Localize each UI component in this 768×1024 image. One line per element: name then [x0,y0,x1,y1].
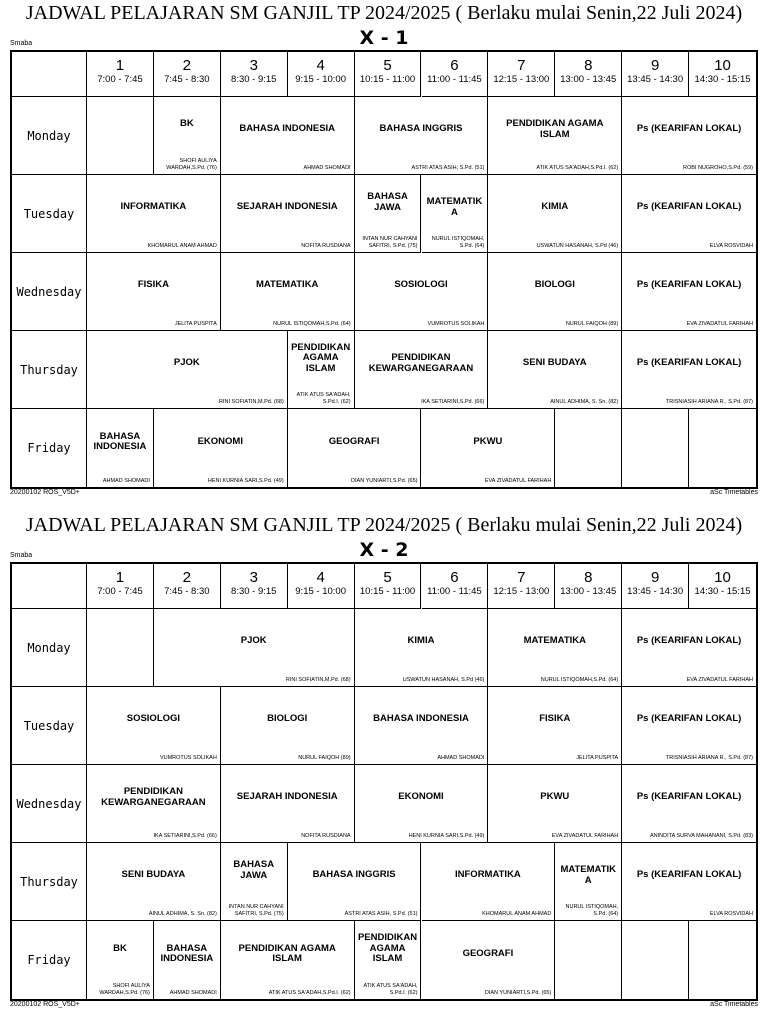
period-number: 4 [316,569,325,586]
lesson-subject: PKWU [540,791,570,803]
lesson-subject: PKWU [473,435,503,447]
period-time: 13:00 - 13:45 [560,586,617,597]
lesson-teacher: AINUL ADHIMA, S. Sn. (82) [148,910,217,917]
lesson-teacher: ATIK ATUS SA'ADAH,S.Pd.I. (62) [268,989,351,996]
period-time: 14:30 - 15:15 [694,586,751,597]
lesson-cell [221,687,355,765]
lesson-cell [87,175,221,253]
period-time: 10:15 - 11:00 [359,74,416,85]
period-header [87,52,154,97]
timetable-grid [10,50,758,489]
lesson-subject: SENI BUDAYA [121,869,186,881]
lesson-subject: MATEMATIK A [426,196,483,218]
lesson-teacher: EVA ZIVADATUL FARIHAH [686,320,753,327]
lesson-cell [221,765,355,843]
timetable-grid [10,562,758,1001]
lesson-teacher: JELITA PUSPITA [576,754,619,761]
lesson-cell [87,609,154,687]
lesson-teacher: USWATUN HASANAH, S.Pd (46) [402,676,485,683]
lesson-subject: SOSIOLOGI [126,713,181,725]
lesson-cell [622,253,756,331]
lesson-subject: Ps (KEARIFAN LOKAL) [636,279,742,291]
period-number: 10 [714,569,731,586]
lesson-subject: BAHASA INDONESIA [373,713,469,725]
lesson-cell [488,609,622,687]
lesson-cell [221,97,355,175]
lesson-teacher: AHMAD SHOMADI [303,164,351,171]
lesson-subject: BIOLOGI [534,279,575,291]
class-name: X - 1 [359,27,409,49]
period-time: 7:45 - 8:30 [164,74,210,85]
lesson-cell [87,921,154,999]
period-number: 5 [383,569,392,586]
lesson-teacher: NURUL ISTIQOMAH, S.Pd. (64) [431,236,485,249]
period-time: 11:00 - 11:45 [427,74,482,85]
period-number: 2 [182,57,191,74]
lesson-subject: INFORMATIKA [455,869,521,881]
lesson-subject: Ps (KEARIFAN LOKAL) [636,357,742,369]
lesson-teacher: ASTRI ATAS ASIH, S.Pd. (51) [411,164,485,171]
lesson-cell [422,175,489,253]
period-time: 9:15 - 10:00 [295,74,346,85]
lesson-cell [622,921,689,999]
lesson-cell [87,687,221,765]
lesson-cell [87,409,154,487]
lesson-teacher: NURUL ISTIQOMAH,S.Pd. (64) [540,676,619,683]
footer-left: 20200102 ROS_V5D+ [10,1001,80,1008]
school-name: Smaba [10,552,33,559]
lesson-cell [87,253,221,331]
lesson-subject: Ps (KEARIFAN LOKAL) [636,201,742,213]
lesson-cell [622,843,756,921]
period-header [422,52,489,97]
period-number: 6 [450,569,459,586]
lesson-subject: FISIKA [539,713,571,725]
lesson-cell [555,409,622,487]
lesson-subject: SEJARAH INDONESIA [236,791,338,803]
lesson-cell [422,921,556,999]
lesson-cell [355,609,489,687]
lesson-cell [221,175,355,253]
lesson-cell [288,409,422,487]
lesson-teacher: KHOMARUL ANAM AHMAD [147,242,217,249]
lesson-subject: BAHASA JAWA [233,859,275,881]
period-time: 13:45 - 14:30 [627,586,684,597]
day-label: Monday [12,609,87,687]
day-label: Thursday [12,331,87,409]
lesson-teacher: INTAN NUR CAHYANI SAFITRI, S.Pd. (75) [362,236,418,249]
lesson-subject: PENDIDIKAN KEWARGANEGARAAN [368,352,474,374]
lesson-subject: BK [113,942,127,954]
period-header [221,564,288,609]
lesson-subject: KIMIA [541,201,569,213]
lesson-teacher: AHMAD SHOMADI [169,989,217,996]
day-label: Wednesday [12,253,87,331]
lesson-teacher: HENI KURNIA SARI,S.Pd. (49) [408,832,485,839]
lesson-teacher: ELVA ROSVIDAH [709,910,753,917]
lesson-teacher: NOFITA RUSDIANA [301,242,351,249]
lesson-cell [488,97,622,175]
lesson-subject: BAHASA INDONESIA [93,430,147,452]
period-header [154,52,221,97]
lesson-teacher: JELITA PUSPITA [174,320,217,327]
period-header [154,564,221,609]
lesson-teacher: SHOFI AULIYA WARDAH,S.Pd. (76) [99,983,150,996]
period-time: 11:00 - 11:45 [427,586,482,597]
lesson-cell [488,253,622,331]
lesson-teacher: HENI KURNIA SARI,S.Pd. (49) [207,477,284,484]
period-header [555,52,622,97]
lesson-cell [154,97,221,175]
lesson-subject: BIOLOGI [267,713,308,725]
lesson-teacher: EVA ZIVADATUL FARIHAH [686,676,753,683]
period-number: 1 [115,57,125,74]
period-number: 10 [714,57,731,74]
period-time: 7:00 - 7:45 [97,586,143,597]
lesson-subject: SOSIOLOGI [394,279,448,291]
lesson-teacher: ATIK ATUS SA'ADAH,S.Pd.I. (62) [536,164,619,171]
lesson-teacher: ANINDITA SURVA MAHANANI, S.Pd. (83) [649,832,753,839]
lesson-cell [689,921,756,999]
lesson-cell [488,175,622,253]
lesson-teacher: RINI SOFIATIN,M.Pd. (68) [219,398,284,405]
lesson-cell [355,253,489,331]
lesson-subject: EKONOMI [398,791,444,803]
lesson-cell [87,97,154,175]
lesson-cell [87,765,221,843]
period-number: 8 [584,569,593,586]
period-time: 7:45 - 8:30 [164,586,210,597]
footer-left: 20200102 ROS_V5D+ [10,489,80,496]
lesson-teacher: NURUL ISTIQOMAH,S.Pd. (64) [273,320,351,327]
lesson-teacher: AHMAD SHOMADI [437,754,485,761]
lesson-subject: BAHASA INDONESIA [160,942,214,964]
lesson-cell [622,331,756,409]
period-number: 7 [517,57,526,74]
lesson-cell [555,921,622,999]
period-header [288,564,355,609]
page-title: JADWAL PELAJARAN SM GANJIL TP 2024/2025 ( Berlaku mulai Senin,22 Juli 2024) [25,2,743,24]
lesson-teacher: ATIK ATUS SA'ADAH, S.Pd.I. (62) [296,392,351,405]
period-header [689,564,756,609]
lesson-teacher: TRISNIASIH ARIANA R., S.Pd. (87) [665,754,753,761]
period-number: 3 [249,569,258,586]
lesson-subject: GEOGRAFI [328,435,380,447]
lesson-subject: KIMIA [407,635,435,647]
period-time: 12:15 - 13:00 [493,74,550,85]
period-time: 8:30 - 9:15 [231,74,277,85]
lesson-teacher: DIAN YUNIARTI,S.Pd. (65) [351,477,418,484]
period-time: 7:00 - 7:45 [97,74,143,85]
lesson-subject: PENDIDIKAN AGAMA ISLAM [291,341,351,374]
lesson-cell [622,175,756,253]
lesson-cell [221,253,355,331]
lesson-teacher: IKA SETIARINI,S.Pd. (66) [153,832,217,839]
lesson-teacher: KHOMARUL ANAM AHMAD [482,910,552,917]
lesson-cell [221,921,355,999]
period-header [622,564,689,609]
period-number: 2 [182,569,191,586]
period-header [355,52,422,97]
period-number: 7 [517,569,526,586]
period-time: 14:30 - 15:15 [694,74,751,85]
lesson-cell [355,175,422,253]
school-name: Smaba [10,40,33,47]
lesson-cell [622,687,756,765]
lesson-cell [622,609,756,687]
period-number: 3 [249,57,258,74]
period-time: 13:00 - 13:45 [560,74,617,85]
day-label: Monday [12,97,87,175]
lesson-teacher: NURUL FAIQOH (89) [298,754,351,761]
lesson-teacher: EVA ZIVADATUL FARIHAH [484,477,552,484]
period-header [555,564,622,609]
page-title: JADWAL PELAJARAN SM GANJIL TP 2024/2025 ( Berlaku mulai Senin,22 Juli 2024) [25,514,743,536]
lesson-subject: INFORMATIKA [120,201,187,213]
lesson-cell [87,331,288,409]
period-time: 12:15 - 13:00 [493,586,550,597]
lesson-teacher: ROBI NUGROHO,S.Pd. (59) [682,164,753,171]
lesson-subject: MATEMATIK A [560,864,617,886]
period-header [689,52,756,97]
period-time: 8:30 - 9:15 [231,586,277,597]
lesson-cell [355,97,489,175]
lesson-subject: BAHASA INGGRIS [379,123,463,135]
lesson-subject: Ps (KEARIFAN LOKAL) [636,791,742,803]
period-number: 5 [383,57,392,74]
day-label: Tuesday [12,175,87,253]
lesson-teacher: DIAN YUNIARTI,S.Pd. (65) [484,989,552,996]
lesson-teacher: NURUL FAIQOH (89) [565,320,619,327]
lesson-subject: BK [179,118,194,130]
lesson-subject: PENDIDIKAN AGAMA ISLAM [357,932,418,965]
day-label: Thursday [12,843,87,921]
lesson-subject: PJOK [240,635,267,647]
lesson-subject: MATEMATIKA [255,279,319,291]
lesson-cell [355,687,489,765]
lesson-cell [622,409,689,487]
lesson-cell [488,765,622,843]
lesson-teacher: VUMROTUS SOLIKAH [427,320,485,327]
lesson-teacher: SHOFI AULIYA WARDAH,S.Pd. (76) [166,158,217,171]
period-header [355,564,422,609]
period-time: 10:15 - 11:00 [359,586,416,597]
lesson-teacher: RINI SOFIATIN,M.Pd. (68) [285,676,351,683]
lesson-teacher: VUMROTUS SOLIKAH [159,754,217,761]
period-number: 8 [584,57,593,74]
lesson-teacher: AINUL ADHIMA, S. Sn. (82) [550,398,619,405]
lesson-cell [154,409,288,487]
lesson-teacher: INTAN NUR CAHYANI SAFITRI, S.Pd. (75) [228,904,284,917]
footer-right: aSc Timetables [710,489,758,496]
lesson-subject: BAHASA INGGRIS [312,869,396,881]
lesson-subject: Ps (KEARIFAN LOKAL) [636,635,742,647]
lesson-teacher: NURUL ISTIQOMAH, S.Pd. (64) [565,904,619,917]
lesson-teacher: EVA ZIVADATUL FARIHAH [551,832,619,839]
lesson-subject: SENI BUDAYA [522,357,587,369]
lesson-cell [221,843,288,921]
lesson-subject: MATEMATIKA [523,635,587,647]
period-number: 6 [450,57,459,74]
period-header [488,564,555,609]
lesson-teacher: ASTRI ATAS ASIH, S.Pd. (51) [344,910,418,917]
lesson-teacher: NOFITA RUSDIANA [301,832,351,839]
lesson-teacher: IKA SETIARINI,S.Pd. (66) [421,398,485,405]
lesson-subject: BAHASA JAWA [367,191,408,213]
header-corner [12,52,87,97]
day-label: Friday [12,409,87,487]
period-header [488,52,555,97]
lesson-cell [622,97,756,175]
lesson-subject: Ps (KEARIFAN LOKAL) [636,713,742,725]
lesson-subject: BAHASA INDONESIA [239,123,336,135]
lesson-cell [355,765,489,843]
lesson-subject: SEJARAH INDONESIA [236,201,338,213]
period-number: 9 [650,569,660,586]
lesson-cell [555,843,622,921]
lesson-teacher: ELVA ROSVIDAH [709,242,753,249]
footer-right: aSc Timetables [710,1001,758,1008]
class-name: X - 2 [359,539,409,561]
day-label: Tuesday [12,687,87,765]
period-header [288,52,355,97]
lesson-subject: PENDIDIKAN AGAMA ISLAM [506,118,604,140]
lesson-teacher: USWATUN HASANAH, S.Pd (46) [536,242,619,249]
lesson-cell [87,843,221,921]
lesson-cell [689,409,756,487]
lesson-cell [288,843,422,921]
day-label: Friday [12,921,87,999]
lesson-teacher: TRISNIASIH ARIANA R., S.Pd. (87) [665,398,753,405]
period-header [221,52,288,97]
lesson-cell [288,331,355,409]
timetable-section [0,512,768,1024]
lesson-subject: Ps (KEARIFAN LOKAL) [636,869,742,881]
period-header [622,52,689,97]
period-number: 1 [115,569,125,586]
lesson-cell [422,843,556,921]
lesson-cell [422,409,556,487]
period-number: 9 [650,57,660,74]
period-time: 9:15 - 10:00 [295,586,346,597]
header-corner [12,564,87,609]
period-header [422,564,489,609]
period-header [87,564,154,609]
lesson-cell [488,687,622,765]
lesson-cell [355,331,489,409]
lesson-subject: PENDIDIKAN KEWARGANEGARAAN [101,786,206,808]
lesson-subject: PENDIDIKAN AGAMA ISLAM [238,942,336,964]
period-number: 4 [316,57,325,74]
lesson-teacher: AHMAD SHOMADI [102,477,150,484]
lesson-cell [488,331,622,409]
lesson-subject: Ps (KEARIFAN LOKAL) [636,123,742,135]
lesson-cell [622,765,756,843]
lesson-subject: GEOGRAFI [462,947,514,959]
lesson-cell [154,609,355,687]
lesson-teacher: ATIK ATUS SA'ADAH, S.Pd.I. (62) [363,983,418,996]
day-label: Wednesday [12,765,87,843]
lesson-cell [355,921,422,999]
lesson-subject: PJOK [173,357,200,369]
period-time: 13:45 - 14:30 [627,74,684,85]
lesson-subject: FISIKA [137,279,169,291]
lesson-cell [154,921,221,999]
lesson-subject: EKONOMI [197,435,243,447]
